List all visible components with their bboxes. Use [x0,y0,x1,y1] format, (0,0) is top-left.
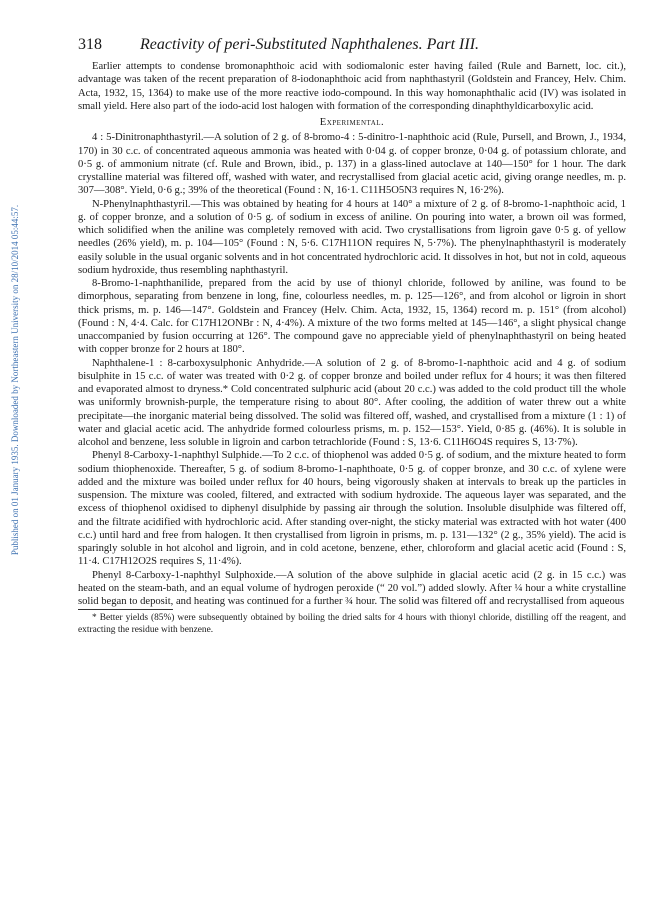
paragraph-bromo-naphthanilide: 8-Bromo-1-naphthanilide, prepared from the acid by use of thionyl chloride, followed by aniline, was found to be dimorphous, separating from benzene in long, fine, colourless needles, m. p. 125—126°, and from alcohol or ligroin in short thick prisms, m. p. 146—147°. Goldstein and Francey (Helv. Chim. Acta, 1932, 15, 1364) record m. p. 151° (from alcohol) (Found : N, 4·4. Calc. for C17H12ONBr : N, 4·4%). A mixture of the two forms melted at 145—146°, a slight physical change unaccompanied by fusion occurring at 126°. The compound gave no appreciable yield of phenylnaphthastyril on being heated with copper bronze for 2 hours at 180°. [78,278,626,356]
paragraph-dinitronaphthastyril: 4 : 5-Dinitronaphthastyril.—A solution of 2 g. of 8-bromo-4 : 5-dinitro-1-naphthoic acid (Rule, Pursell, and Brown, J., 1934, 170) in 30 c.c. of concentrated aqueous ammonia was heated with 0·04 g. of copper bronze, 0·04 g. of potassium chlorate, and 0·5 g. of ammonium nitrate (cf. Rule and Brown, ibid., p. 137) in a glass-lined autoclave at 140—150° for 1 hour. The dark crystalline material was filtered off, washed with water, and recrystallised from glacial acetic acid, giving orange needles, m. p. 307—308°. Yield, 0·6 g.; 39% of the theoretical (Found : N, 16·1. C11H5O5N3 requires N, 16·2%). [78,132,626,197]
paragraph-naphthyl-sulphoxide: Phenyl 8-Carboxy-1-naphthyl Sulphoxide.—A solution of the above sulphide in glacial acetic acid (2 g. in 15 c.c.) was heated on the steam-bath, and an equal volume of hydrogen peroxide (“ 20 vol.”) added slowly. After ¼ hour a white crystalline solid began to deposit, and heating was continued for a further ¾ hour. The solid was filtered off and recrystallised from aqueous [78,569,626,607]
paragraph-phenylnaphthastyril: N-Phenylnaphthastyril.—This was obtained by heating for 4 hours at 140° a mixture of 2 g. of 8-bromo-1-naphthoic acid, 1 g. of copper bronze, and a solution of 0·5 g. of sodium in excess of aniline. On pouring into water, a brown oil was formed, which solidified when the aniline was completely removed with acid. Two crystallisations from ligroin gave 0·5 g. of yellow needles (26% yield), m. p. 104—105° (Found : N, 5·6. C17H11ON requires N, 5·7%). The phenylnaphthastyril is moderately easily soluble in the usual organic solvents and in hot concentrated hydrochloric acid. It dissolves in hot, but not in cold, aqueous sodium hydroxide, thus resembling naphthastyril. [78,198,626,276]
journal-page [78,36,626,636]
footnote-rule [78,609,173,610]
download-watermark-text: Published on 01 January 1935. Downloaded by Northeastern University on 28/10/2014 05:44:57. [10,204,20,556]
download-watermark-sidebar [0,0,30,912]
running-title: Reactivity of peri-Substituted Naphthalenes. Part III. [140,36,480,53]
experimental-heading: Experimental. [319,117,385,128]
page-number: 318 [78,36,102,53]
intro-paragraph: Earlier attempts to condense bromonaphthoic acid with sodiomalonic ester having failed (Rule and Barnett, loc. cit.), advantage was taken of the recent preparation of 8-iodonaphthoic acid from naphthastyril (Goldstein and Francey, Helv. Chim. Acta, 1932, 15, 1364) to make use of the more reactive iodo-compound. In this way homonaphthalic acid (IV) was isolated in small yield. Here also part of the iodo-acid lost halogen with formation of the corresponding dinaphthyldicarboxylic acid. [78,61,626,112]
paragraph-naphthyl-sulphide: Phenyl 8-Carboxy-1-naphthyl Sulphide.—To 2 c.c. of thiophenol was added 0·5 g. of sodium, and the mixture heated to form sodium thiophenoxide. Thereafter, 5 g. of sodium 8-bromo-1-naphthoate, 0·5 g. of copper bronze, and 30 c.c. of xylene were added and the mixture was boiled under reflux for 40 hours, being vigorously shaken at intervals to break up the particles in suspension. The mixture was cooled, filtered, and extracted with sodium hydroxide. The aqueous layer was separated, and the excess of thiophenol oxidised to diphenyl disulphide by passing air through the solution. Insoluble disulphide was filtered off, and the filtrate acidified with hydrochloric acid. After standing over-night, the sticky material was extracted with hot water (400 c.c.) until hard and free from halogen. It then crystallised from ligroin in prisms, m. p. 131—132° (2 g., 35% yield). The acid is sparingly soluble in hot alcohol and ligroin, and in cold acetone, benzene, ether, chloroform and glacial acetic acid (Found : S, 11·4. C17H12O2S requires S, 11·4%). [78,450,626,568]
footnote: * Better yields (85%) were subsequently obtained by boiling the dried salts for 4 hours with thionyl chloride, distilling off the reagent, and extracting the residue with benzene. [78,613,626,636]
paragraph-carboxysulphonic-anhydride: Naphthalene-1 : 8-carboxysulphonic Anhydride.—A solution of 2 g. of 8-bromo-1-naphthoic acid and 4 g. of sodium bisulphite in 15 c.c. of water was treated with 0·2 g. of copper bronze and boiled under reflux for 4 hours; it was then filtered and evaporated almost to dryness.* Cold concentrated sulphuric acid (about 20 c.c.) was added to the cold product till the whole was uniformly brownish-purple, the temperature rising to about 80°. After cooling, the addition of water threw out a white precipitate—the inorganic material being dissolved. The solid was filtered off, washed, and crystallised from a mixture (1 : 1) of water and glacial acetic acid. The anhydride formed colourless prisms, m. p. 152—153°. Yield, 0·85 g. (46%). It is soluble in alcohol and benzene, less soluble in ligroin and carbon tetrachloride (Found : S, 13·6. C11H6O4S requires S, 13·7%). [78,357,626,448]
running-head [78,36,626,60]
